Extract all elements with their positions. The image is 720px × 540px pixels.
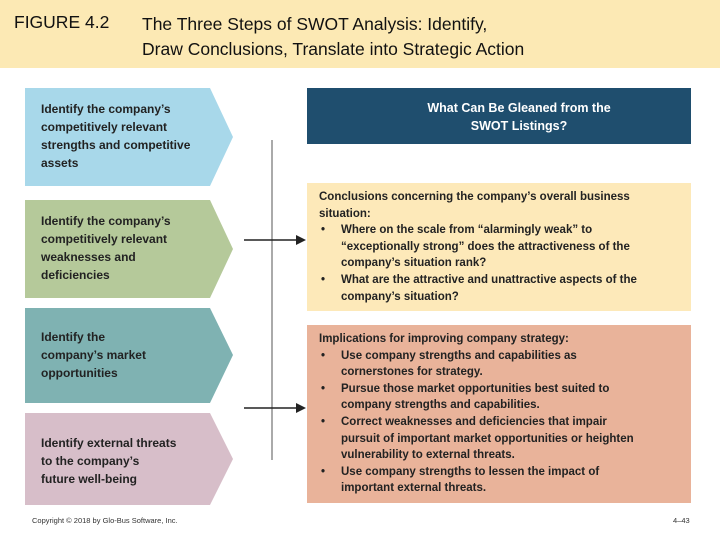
bullet-line: “exceptionally strong” does the attractiveness of the [341,240,630,253]
conclusions-heading: situation: [319,207,371,220]
implications-box [307,325,691,503]
bullet-line: vulnerability to external threats. [341,449,515,462]
step-text-line: assets [41,156,79,170]
bullet-line: important external threats. [341,482,487,495]
conclusion-bullet [319,272,681,305]
question-box [307,88,691,144]
conclusions-list [319,222,681,305]
bullet-line: company’s situation rank? [341,257,487,270]
copyright-text: Copyright © 2018 by Glo-Bus Software, Inc. [32,516,178,525]
conclusions-heading: Conclusions concerning the company’s overall business [319,191,630,203]
step-text-line: future well-being [41,472,137,486]
step-text-line: opportunities [41,366,118,380]
step-text-line: strengths and competitive [41,138,191,152]
bullet-line: • Pursue those market opportunities best suited to [341,382,610,395]
question-line: What Can Be Gleaned from the [427,101,611,115]
step-text-line: Identify the company’s [41,214,171,228]
arrow-head-icon [296,403,306,413]
step-text-line: competitively relevant [41,120,168,134]
step-text-line: Identify the [41,330,106,344]
implication-bullet [319,464,681,497]
figure-title-line: Draw Conclusions, Translate into Strategic Action [142,39,525,59]
bullet-line: company’s situation? [341,290,459,303]
step-text-line: to the company’s [41,454,140,468]
step-text-line: deficiencies [41,268,110,282]
bullet-line: pursuit of important market opportunities or heighten [341,432,634,445]
bullet-line: cornerstones for strategy. [341,366,483,379]
question-line: SWOT Listings? [470,119,568,133]
implications-list [319,348,681,497]
conclusions-box [307,183,691,311]
bullet-line: • What are the attractive and unattractive aspects of the [341,273,637,286]
implication-bullet [319,414,681,464]
step-text-line: weaknesses and [41,250,136,264]
page-number: 4–43 [673,516,690,525]
step-text-line: Identify the company’s [41,102,171,116]
bullet-line: • Where on the scale from “alarmingly weak” to [341,224,593,237]
bullet-line: • Correct weaknesses and deficiencies that impair [341,415,607,428]
implication-bullet [319,381,681,414]
implication-bullet [319,348,681,381]
figure-label: FIGURE 4.2 [14,12,110,32]
arrow-head-icon [296,235,306,245]
bullet-line: • Use company strengths and capabilities as [341,349,577,362]
bullet-line: company strengths and capabilities. [341,399,540,412]
bullet-line: • Use company strengths to lessen the impact of [341,465,600,478]
figure-title-line: The Three Steps of SWOT Analysis: Identify, [142,14,488,34]
step-text-line: competitively relevant [41,232,168,246]
implications-heading: Implications for improving company strategy: [319,333,569,345]
conclusion-bullet [319,222,681,272]
step-text-line: company’s market [41,348,146,362]
step-text-line: Identify external threats [41,436,177,450]
